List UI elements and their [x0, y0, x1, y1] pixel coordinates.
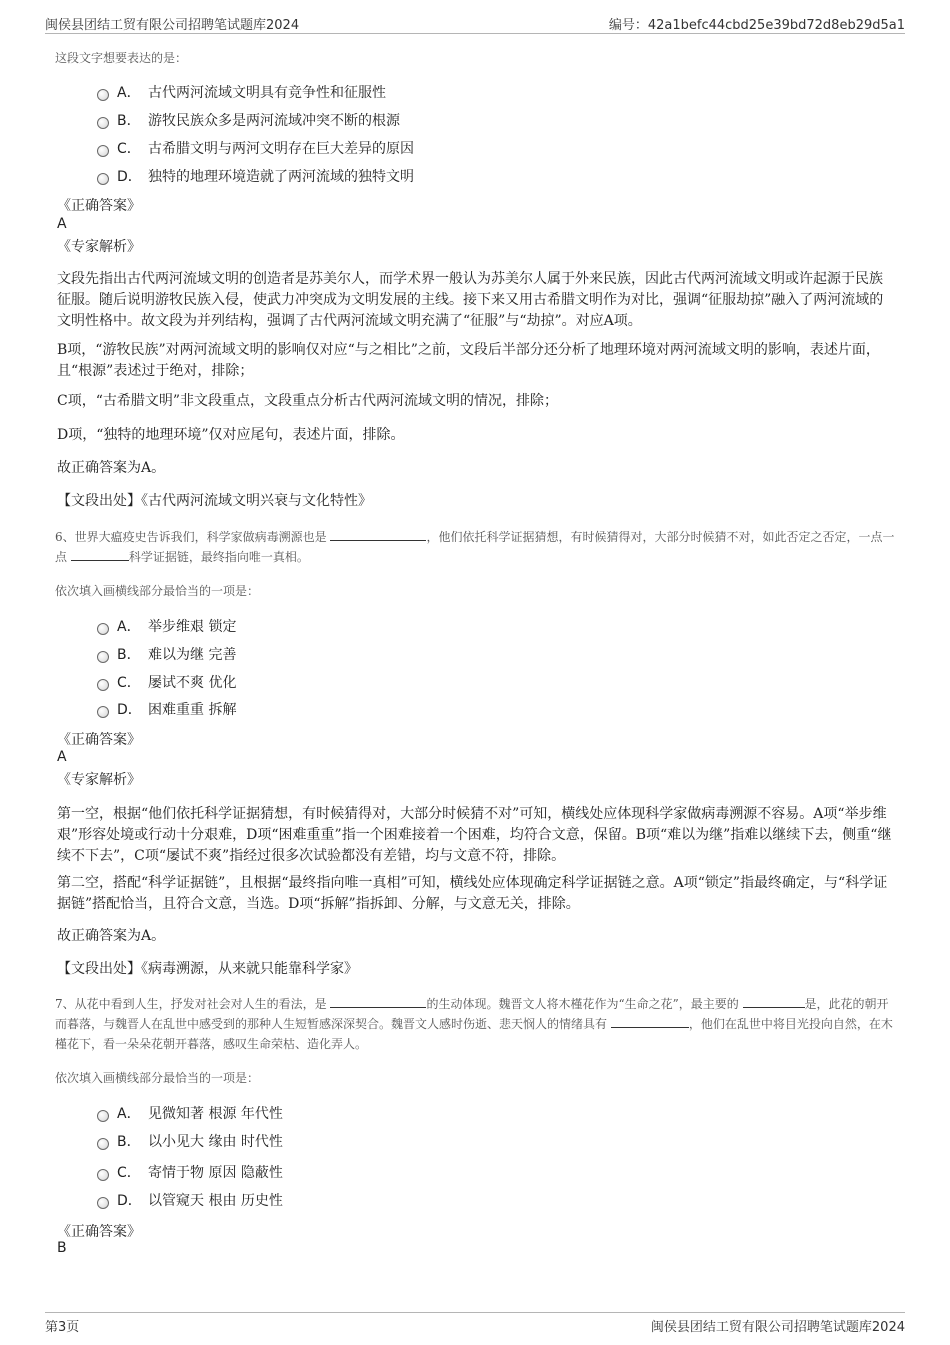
q5-analysis-p4: D项，“独特的地理环境”仅对应尾句，表述片面，排除。 — [57, 427, 405, 443]
q6-source: 【文段出处】《病毒溯源，从来就只能靠科学家》 — [57, 961, 358, 977]
radio-icon[interactable] — [97, 1197, 109, 1209]
radio-icon[interactable] — [97, 145, 109, 157]
radio-icon[interactable] — [97, 1110, 109, 1122]
q5-analysis-p2: B项，“游牧民族”对两河流域文明的影响仅对应“与之相比”之前，文段后半部分还分析了地理环境对两河流域文明的影响，表述片面，且“根源”表述过于绝对，排除； — [57, 342, 880, 379]
answer-label: 《正确答案》 — [57, 1224, 141, 1240]
blank-line — [330, 996, 426, 1008]
blank-line — [611, 1016, 689, 1028]
page-number: 第3页 — [45, 1320, 80, 1335]
q7-answer: B — [57, 1240, 67, 1256]
q5-answer: A — [57, 216, 67, 232]
radio-icon[interactable] — [97, 117, 109, 129]
radio-icon[interactable] — [97, 1138, 109, 1150]
answer-label: 《正确答案》 — [57, 198, 141, 214]
page-footer — [45, 1312, 905, 1336]
q7-prompt: 依次填入画横线部分最恰当的一项是： — [55, 1071, 260, 1085]
radio-icon[interactable] — [97, 173, 109, 185]
blank-line — [330, 529, 426, 541]
header-title: 闽侯县团结工贸有限公司招聘笔试题库2024 — [45, 18, 300, 33]
radio-icon[interactable] — [97, 1169, 109, 1181]
blank-line — [743, 996, 805, 1008]
q6-prompt: 依次填入画横线部分最恰当的一项是： — [55, 584, 260, 598]
radio-icon[interactable] — [97, 651, 109, 663]
radio-icon[interactable] — [97, 623, 109, 635]
radio-icon[interactable] — [97, 706, 109, 718]
answer-label: 《正确答案》 — [57, 732, 141, 748]
blank-line — [71, 549, 129, 561]
q5-analysis-p3: C项，“古希腊文明”非文段重点，文段重点分析古代两河流域文明的情况，排除； — [57, 393, 559, 409]
q7-question: 7、从花中看到人生，抒发对社会对人生的看法，是 的生动体现。魏晋文人将木槿花作为“生命之花”，最主要的 是，此花的朝开而暮落，与魏晋人在乱世中感受到的那种人生短暂感深深契合。魏晋文人感时伤逝、悲天悯人的情绪具有 ，他们在乱世中将目光投向自然，在木槿花下，看一朵朵花朝开暮落，感叹生命荣枯、造化弄人。 — [55, 997, 893, 1051]
q5-prompt: 这段文字想要表达的是： — [55, 51, 188, 65]
q5-analysis-p1: 文段先指出古代两河流域文明的创造者是苏美尔人，而学术界一般认为苏美尔人属于外来民族，因此古代两河流域文明或许起源于民族征服。随后说明游牧民族入侵，使武力冲突成为文明发展的主线。接下来又用古希腊文明作为对比，强调“征服劫掠”融入了两河流域的文明性格中。故文段为并列结构，强调了古代两河流域文明充满了“征服”与“劫掠”。对应A项。 — [57, 271, 884, 329]
q5-conclusion: 故正确答案为A。 — [57, 460, 166, 476]
q5-source: 【文段出处】《古代两河流域文明兴衰与文化特性》 — [57, 493, 372, 509]
analysis-label: 《专家解析》 — [57, 772, 141, 788]
q6-question: 6、世界大瘟疫史告诉我们，科学家做病毒溯源也是 ，他们依托科学证据猜想，有时候猜得对，大部分时候猜不对，如此否定之否定，一点一点 科学证据链，最终指向唯一真相。 — [55, 530, 895, 564]
q6-conclusion: 故正确答案为A。 — [57, 928, 166, 944]
footer-title: 闽侯县团结工贸有限公司招聘笔试题库2024 — [650, 1320, 905, 1335]
q6-analysis-p1: 第一空，根据“他们依托科学证据猜想，有时候猜得对，大部分时候猜不对”可知，横线处应体现科学家做病毒溯源不容易。A项“举步维艰”形容处境或行动十分艰难，D项“困难重重”指一个困难接着一个困难，均符合文意，保留。B项“难以为继”指难以继续下去，侧重“继续不下去”，C项“屡试不爽”指经过很多次试验都没有差错，均与文意不符，排除。 — [57, 806, 892, 864]
analysis-label: 《专家解析》 — [57, 239, 141, 255]
radio-icon[interactable] — [97, 89, 109, 101]
q6-analysis-p2: 第二空，搭配“科学证据链”，且根据“最终指向唯一真相”可知，横线处应体现确定科学证据链之意。A项“锁定”指最终确定，与“科学证据链”搭配恰当，且符合文意，当选。D项“拆解”指拆卸、分解，与文意无关，排除。 — [57, 875, 888, 912]
header-doc-id: 编号：42a1befc44cbd25e39bd72d8eb29d5a1 — [608, 18, 905, 33]
page-header — [45, 12, 905, 34]
q6-answer: A — [57, 749, 67, 765]
radio-icon[interactable] — [97, 679, 109, 691]
